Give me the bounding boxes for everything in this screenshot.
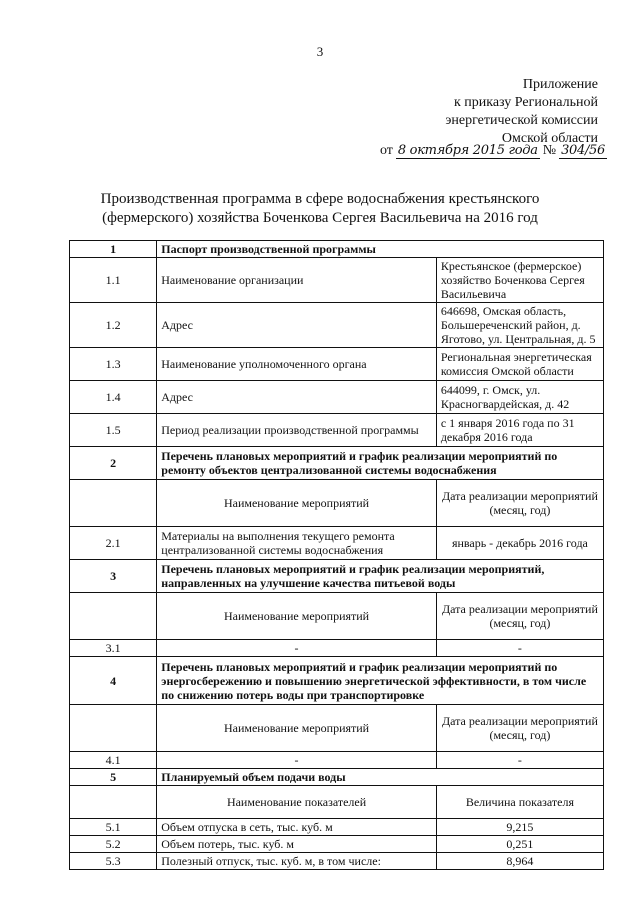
table-row (70, 640, 604, 657)
section-number: 5 (70, 769, 157, 786)
row-label: Наименование организации (157, 258, 437, 303)
order-date-handwritten: 8 октября 2015 года (397, 143, 538, 158)
row-label: Адрес (157, 381, 437, 414)
row-number: 1.2 (70, 303, 157, 348)
row-number: 1.1 (70, 258, 157, 303)
section-title: Паспорт производственной программы (157, 241, 604, 258)
title-line: (фермерского) хозяйства Боченкова Сергея Васильевича на 2016 год (102, 210, 538, 226)
empty-cell (70, 786, 157, 819)
row-name: Полезный отпуск, тыс. куб. м, в том числе: (157, 853, 437, 870)
page-number: 3 (316, 44, 324, 59)
table-row (70, 258, 604, 303)
document-title (60, 190, 580, 228)
column-header-name: Наименование мероприятий (157, 480, 437, 527)
table-row (70, 836, 604, 853)
row-number: 4.1 (70, 752, 157, 769)
column-header-date: Дата реализации мероприятий (месяц, год) (436, 705, 603, 752)
table-row (70, 414, 604, 447)
section-number: 1 (70, 241, 157, 258)
section-header-row (70, 560, 604, 593)
empty-cell (70, 705, 157, 752)
row-value: Региональная энергетическая комиссия Омской области (436, 348, 603, 381)
empty-cell (70, 593, 157, 640)
section-header-row (70, 241, 604, 258)
row-label: Адрес (157, 303, 437, 348)
row-label: Наименование уполномоченного органа (157, 348, 437, 381)
row-number: 5.2 (70, 836, 157, 853)
row-name: - (157, 640, 437, 657)
row-name: Материалы на выполнения текущего ремонта централизованной системы водоснабжения (157, 527, 437, 560)
section-header-row (70, 447, 604, 480)
row-value: 644099, г. Омск, ул. Красногвардейская, д. 42 (436, 381, 603, 414)
empty-cell (70, 480, 157, 527)
row-number: 1.4 (70, 381, 157, 414)
column-header-row (70, 593, 604, 640)
row-value: 9,215 (436, 819, 603, 836)
section-number: 3 (70, 560, 157, 593)
order-number-label: № (542, 143, 557, 158)
row-value: 8,964 (436, 853, 603, 870)
order-number-handwritten: 304/56 (561, 143, 605, 158)
column-header-date: Дата реализации мероприятий (месяц, год) (436, 593, 603, 640)
appendix-line: Омской области (501, 131, 598, 146)
table-row (70, 303, 604, 348)
row-name: Объем потерь, тыс. куб. м (157, 836, 437, 853)
row-date: - (436, 640, 603, 657)
table-row (70, 853, 604, 870)
row-number: 2.1 (70, 527, 157, 560)
section-title: Перечень плановых мероприятий и график реализации мероприятий, направленных на улучшение качества питьевой воды (157, 560, 604, 593)
section-title: Перечень плановых мероприятий и график реализации мероприятий по энергосбережению и повышению энергетической эффективности, в том числе по снижению потерь воды при транспортировке (157, 657, 604, 705)
row-date: январь - декабрь 2016 года (436, 527, 603, 560)
order-reference (380, 143, 610, 159)
section-number: 2 (70, 447, 157, 480)
row-value: Крестьянское (фермерское) хозяйство Боченкова Сергея Васильевича (436, 258, 603, 303)
table-row (70, 752, 604, 769)
row-date: - (436, 752, 603, 769)
row-number: 5.3 (70, 853, 157, 870)
column-header-name: Наименование показателей (157, 786, 437, 819)
appendix-line: энергетической комиссии (445, 113, 598, 128)
section-title: Планируемый объем подачи воды (157, 769, 604, 786)
column-header-name: Наименование мероприятий (157, 593, 437, 640)
column-header-name: Наименование мероприятий (157, 705, 437, 752)
appendix-line: Приложение (522, 77, 598, 92)
appendix-line: к приказу Региональной (453, 95, 598, 110)
column-header-row (70, 480, 604, 527)
title-line: Производственная программа в сфере водоснабжения крестьянского (100, 191, 540, 207)
column-header-row (70, 705, 604, 752)
row-number: 5.1 (70, 819, 157, 836)
row-number: 3.1 (70, 640, 157, 657)
row-value: с 1 января 2016 года по 31 декабря 2016 года (436, 414, 603, 447)
row-name: Объем отпуска в сеть, тыс. куб. м (157, 819, 437, 836)
section-header-row (70, 657, 604, 705)
appendix-block (445, 76, 598, 148)
program-table (69, 240, 604, 870)
section-title: Перечень плановых мероприятий и график реализации мероприятий по ремонту объектов централизованной системы водоснабжения (157, 447, 604, 480)
column-header-date: Дата реализации мероприятий (месяц, год) (436, 480, 603, 527)
row-name: - (157, 752, 437, 769)
table-row (70, 819, 604, 836)
table-row (70, 348, 604, 381)
section-number: 4 (70, 657, 157, 705)
row-number: 1.3 (70, 348, 157, 381)
row-value: 646698, Омская область, Большереченский район, д. Яготово, ул. Центральная, д. 5 (436, 303, 603, 348)
section-header-row (70, 769, 604, 786)
row-value: 0,251 (436, 836, 603, 853)
order-prefix: от (379, 143, 393, 158)
table-row (70, 381, 604, 414)
table-row (70, 527, 604, 560)
row-label: Период реализации производственной программы (157, 414, 437, 447)
row-number: 1.5 (70, 414, 157, 447)
column-header-value: Величина показателя (436, 786, 603, 819)
column-header-row (70, 786, 604, 819)
